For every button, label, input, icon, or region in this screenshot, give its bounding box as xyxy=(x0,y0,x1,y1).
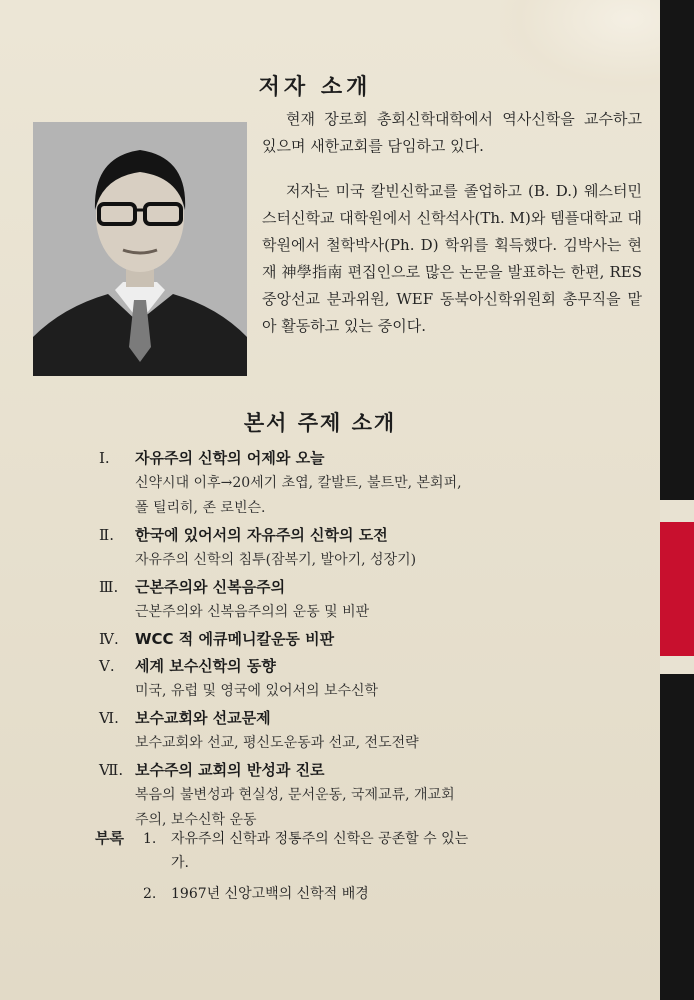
chapter-description: 자유주의 신학의 침투(잠복기, 발아기, 성장기) xyxy=(135,552,417,568)
appendix-number: 1. xyxy=(143,831,157,847)
chapter-description: 복음의 불변성과 현실성, 문서운동, 국제교류, 개교회 xyxy=(135,787,455,803)
chapter-description: 미국, 유럽 및 영국에 있어서의 보수신학 xyxy=(135,683,379,699)
appendix-number: 2. xyxy=(143,886,157,902)
chapter-number: Ⅰ. xyxy=(99,449,110,467)
chapter-description: 폴 틸리히, 존 로빈슨. xyxy=(135,500,266,516)
appendix-item: 1967년 신앙고백의 신학적 배경 xyxy=(171,886,369,902)
chapter-title: 근본주의와 신복음주의 xyxy=(135,578,286,596)
chapter-item xyxy=(95,706,645,756)
chapter-item xyxy=(95,654,645,704)
chapter-item xyxy=(95,627,645,652)
cover-edge-gap xyxy=(660,500,694,522)
chapter-description: 근본주의와 신복음주의의 운동 및 비판 xyxy=(135,604,370,620)
author-photo xyxy=(33,122,247,376)
appendix-label: 부록 xyxy=(95,829,124,847)
author-bio-paragraph: 현재 장로회 총회신학대학에서 역사신학을 교수하고 있으며 새한교회를 담임하고 있다. xyxy=(262,110,642,155)
chapter-number: Ⅱ. xyxy=(99,526,114,544)
chapter-number: Ⅶ. xyxy=(99,761,124,779)
page-wear-mark xyxy=(500,0,660,95)
topics-section-heading: 본서 주제 소개 xyxy=(243,411,397,435)
chapter-title: 한국에 있어서의 자유주의 신학의 도전 xyxy=(135,526,388,544)
appendix-list xyxy=(95,826,645,907)
chapter-item xyxy=(95,523,645,573)
chapter-title: 자유주의 신학의 어제와 오늘 xyxy=(135,449,325,467)
chapter-title: 보수주의 교회의 반성과 진로 xyxy=(135,761,325,779)
chapter-item xyxy=(95,758,645,833)
author-bio-paragraph: 저자는 미국 칼빈신학교를 졸업하고 (B. D.) 웨스터민스터신학교 대학원에서 신학석사(Th. M)와 템플대학교 대학원에서 철학박사(Ph. D) 학위를 획득했다. 김박사는 현재 神學指南 편집인으로 많은 논문을 발표하는 한편, RES 중앙선교 분과위원, WEF 동북아신학위원회 총무직을 맡아 활동하고 있는 중이다. xyxy=(262,182,642,335)
chapter-title: 보수교회와 선교문제 xyxy=(135,709,271,727)
chapter-title: 세계 보수신학의 동향 xyxy=(135,657,276,675)
chapter-number: Ⅴ. xyxy=(99,657,115,675)
chapter-number: Ⅵ. xyxy=(99,709,119,727)
appendix-item: 가. xyxy=(171,855,189,871)
chapter-description: 주의, 보수신학 운동 xyxy=(135,812,257,828)
chapter-description: 보수교회와 선교, 평신도운동과 선교, 전도전략 xyxy=(135,735,419,751)
appendix-item: 자유주의 신학과 정통주의 신학은 공존할 수 있는 xyxy=(171,831,469,847)
chapter-number: Ⅲ. xyxy=(99,578,119,596)
chapter-number: Ⅳ. xyxy=(99,630,119,648)
cover-red-band xyxy=(660,522,694,656)
cover-edge-gap xyxy=(660,656,694,674)
chapter-item xyxy=(95,446,645,521)
table-of-contents xyxy=(95,444,645,833)
chapter-item xyxy=(95,575,645,625)
author-section-heading: 저자 소개 xyxy=(258,75,372,100)
chapter-description: 신약시대 이후→20세기 초엽, 칼발트, 불트만, 본회퍼, xyxy=(135,475,462,491)
chapter-title: WCC 적 에큐메니칼운동 비판 xyxy=(135,630,335,648)
